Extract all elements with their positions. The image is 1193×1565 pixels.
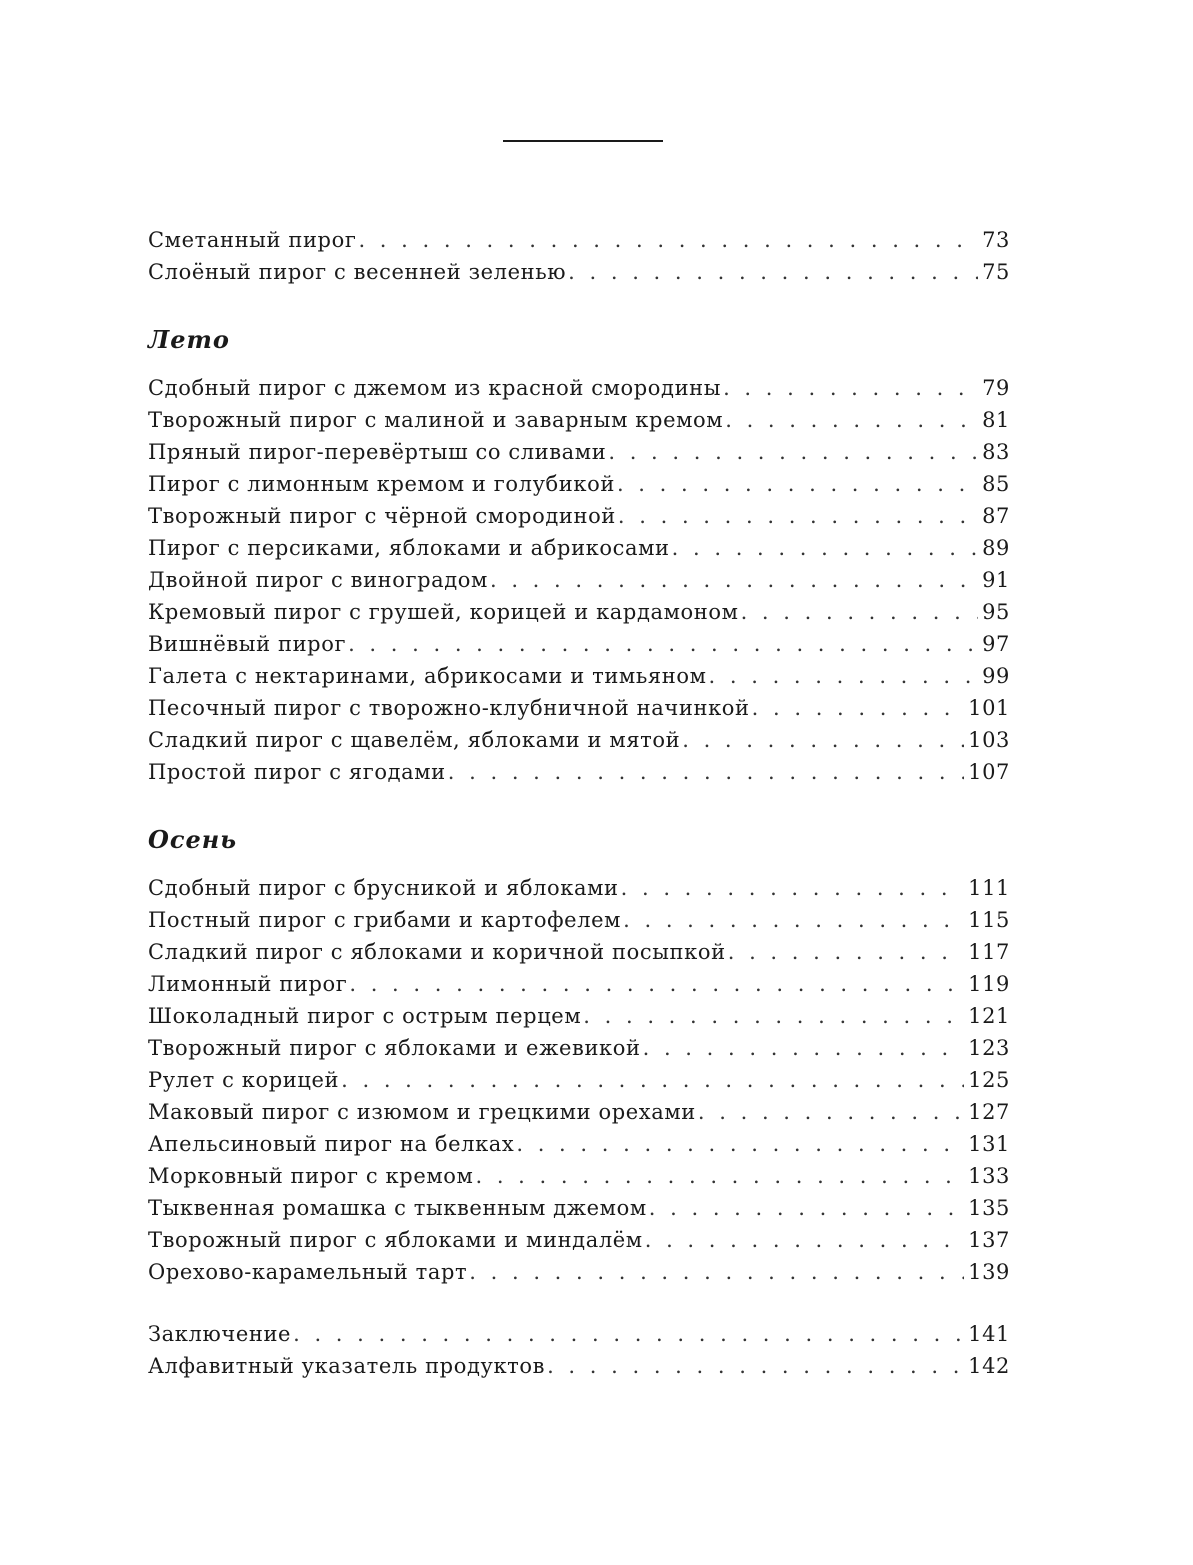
entry-title: Двойной пирог с виноградом — [148, 568, 488, 592]
section-heading-summer: Лето — [148, 325, 230, 354]
toc-entry[interactable] — [148, 564, 1010, 596]
entry-title: Заключение — [148, 1322, 292, 1346]
toc-entry[interactable] — [148, 724, 1010, 756]
dot-leader — [709, 660, 979, 692]
entry-page-number: 119 — [968, 972, 1010, 996]
entry-title: Лимонный пирог — [148, 972, 348, 996]
toc-entry[interactable] — [148, 532, 1010, 564]
entry-title: Песочный пирог с творожно-клубничной начинкой — [148, 696, 750, 720]
dot-leader — [728, 936, 964, 968]
table-of-contents — [148, 224, 1010, 1382]
entry-title: Сдобный пирог с брусникой и яблоками — [148, 876, 619, 900]
entry-page-number: 91 — [982, 568, 1010, 592]
dot-leader — [741, 596, 979, 628]
entry-title: Апельсиновый пирог на белках — [148, 1132, 515, 1156]
entry-page-number: 83 — [982, 440, 1010, 464]
dot-leader — [618, 500, 978, 532]
dot-leader — [348, 628, 978, 660]
entry-title: Пряный пирог-перевёртыш со сливами — [148, 440, 607, 464]
entry-page-number: 121 — [968, 1004, 1010, 1028]
toc-entry[interactable] — [148, 372, 1010, 404]
entry-page-number: 73 — [982, 228, 1010, 252]
dot-leader — [752, 692, 964, 724]
dot-leader — [682, 724, 964, 756]
entry-page-number: 133 — [968, 1164, 1010, 1188]
entry-title: Простой пирог с ягодами — [148, 760, 446, 784]
toc-entry[interactable] — [148, 224, 1010, 256]
toc-entry[interactable] — [148, 1318, 1010, 1350]
dot-leader — [698, 1096, 964, 1128]
toc-entry[interactable] — [148, 660, 1010, 692]
entry-title: Вишнёвый пирог — [148, 632, 347, 656]
entry-page-number: 95 — [982, 600, 1010, 624]
entry-title: Творожный пирог с яблоками и миндалём — [148, 1228, 643, 1252]
entry-title: Творожный пирог с малиной и заварным кремом — [148, 408, 724, 432]
entry-title: Рулет с корицей — [148, 1068, 340, 1092]
toc-entry[interactable] — [148, 596, 1010, 628]
toc-entry[interactable] — [148, 1160, 1010, 1192]
top-decorative-rule — [503, 140, 663, 142]
entry-page-number: 123 — [968, 1036, 1010, 1060]
entry-title: Сладкий пирог с щавелём, яблоками и мятой — [148, 728, 681, 752]
entry-page-number: 81 — [982, 408, 1010, 432]
entry-title: Творожный пирог с чёрной смородиной — [148, 504, 616, 528]
entry-page-number: 107 — [968, 760, 1010, 784]
dot-leader — [448, 756, 964, 788]
toc-entry[interactable] — [148, 692, 1010, 724]
dot-leader — [490, 564, 978, 596]
entry-page-number: 141 — [968, 1322, 1010, 1346]
toc-entry[interactable] — [148, 256, 1010, 288]
dot-leader — [723, 372, 978, 404]
entry-title: Сметанный пирог — [148, 228, 357, 252]
dot-leader — [341, 1064, 964, 1096]
dot-leader — [649, 1192, 964, 1224]
dot-leader — [645, 1224, 964, 1256]
entry-page-number: 127 — [968, 1100, 1010, 1124]
entry-page-number: 75 — [982, 260, 1010, 284]
toc-entry[interactable] — [148, 404, 1010, 436]
entry-page-number: 97 — [982, 632, 1010, 656]
entry-page-number: 135 — [968, 1196, 1010, 1220]
dot-leader — [293, 1318, 964, 1350]
toc-entry[interactable] — [148, 1256, 1010, 1288]
toc-entry[interactable] — [148, 628, 1010, 660]
dot-leader — [358, 224, 978, 256]
entry-title: Творожный пирог с яблоками и ежевикой — [148, 1036, 641, 1060]
entry-page-number: 117 — [968, 940, 1010, 964]
toc-entry[interactable] — [148, 436, 1010, 468]
toc-entry[interactable] — [148, 756, 1010, 788]
summer-list — [148, 372, 1010, 788]
dot-leader — [568, 256, 978, 288]
dot-leader — [672, 532, 978, 564]
spring-tail-list — [148, 224, 1010, 288]
dot-leader — [608, 436, 978, 468]
autumn-list — [148, 872, 1010, 1288]
toc-entry[interactable] — [148, 968, 1010, 1000]
section-heading-autumn: Осень — [148, 825, 238, 854]
dot-leader — [725, 404, 978, 436]
back-matter-list — [148, 1318, 1010, 1382]
entry-title: Алфавитный указатель продуктов — [148, 1354, 546, 1378]
entry-page-number: 87 — [982, 504, 1010, 528]
entry-page-number: 103 — [968, 728, 1010, 752]
dot-leader — [475, 1160, 964, 1192]
dot-leader — [621, 872, 964, 904]
entry-page-number: 125 — [968, 1068, 1010, 1092]
entry-title: Пирог с персиками, яблоками и абрикосами — [148, 536, 670, 560]
entry-page-number: 142 — [968, 1354, 1010, 1378]
entry-title: Галета с нектаринами, абрикосами и тимьяном — [148, 664, 707, 688]
entry-title: Шоколадный пирог с острым перцем — [148, 1004, 582, 1028]
entry-page-number: 115 — [968, 908, 1010, 932]
entry-title: Кремовый пирог с грушей, корицей и кардамоном — [148, 600, 739, 624]
entry-title: Пирог с лимонным кремом и голубикой — [148, 472, 615, 496]
toc-entry[interactable] — [148, 936, 1010, 968]
entry-title: Тыквенная ромашка с тыквенным джемом — [148, 1196, 647, 1220]
entry-title: Морковный пирог с кремом — [148, 1164, 474, 1188]
dot-leader — [349, 968, 964, 1000]
toc-entry[interactable] — [148, 1064, 1010, 1096]
entry-page-number: 111 — [968, 876, 1010, 900]
toc-entry[interactable] — [148, 904, 1010, 936]
entry-title: Маковый пирог с изюмом и грецкими орехами — [148, 1100, 696, 1124]
entry-page-number: 85 — [982, 472, 1010, 496]
dot-leader — [623, 904, 964, 936]
entry-page-number: 131 — [968, 1132, 1010, 1156]
toc-entry[interactable] — [148, 1000, 1010, 1032]
toc-entry[interactable] — [148, 1032, 1010, 1064]
toc-entry[interactable] — [148, 872, 1010, 904]
entry-title: Орехово-карамельный тарт — [148, 1260, 468, 1284]
dot-leader — [547, 1350, 964, 1382]
toc-entry[interactable] — [148, 1192, 1010, 1224]
entry-page-number: 79 — [982, 376, 1010, 400]
entry-title: Сдобный пирог с джемом из красной смородины — [148, 376, 722, 400]
toc-entry[interactable] — [148, 1096, 1010, 1128]
toc-entry[interactable] — [148, 500, 1010, 532]
dot-leader — [469, 1256, 964, 1288]
toc-entry[interactable] — [148, 1224, 1010, 1256]
entry-page-number: 101 — [968, 696, 1010, 720]
entry-title: Сладкий пирог с яблоками и коричной посыпкой — [148, 940, 726, 964]
entry-title: Постный пирог с грибами и картофелем — [148, 908, 622, 932]
entry-page-number: 89 — [982, 536, 1010, 560]
entry-page-number: 137 — [968, 1228, 1010, 1252]
toc-entry[interactable] — [148, 468, 1010, 500]
toc-entry[interactable] — [148, 1350, 1010, 1382]
toc-entry[interactable] — [148, 1128, 1010, 1160]
dot-leader — [617, 468, 978, 500]
entry-page-number: 139 — [968, 1260, 1010, 1284]
entry-title: Слоёный пирог с весенней зеленью — [148, 260, 567, 284]
entry-page-number: 99 — [982, 664, 1010, 688]
dot-leader — [583, 1000, 964, 1032]
dot-leader — [516, 1128, 964, 1160]
dot-leader — [643, 1032, 965, 1064]
